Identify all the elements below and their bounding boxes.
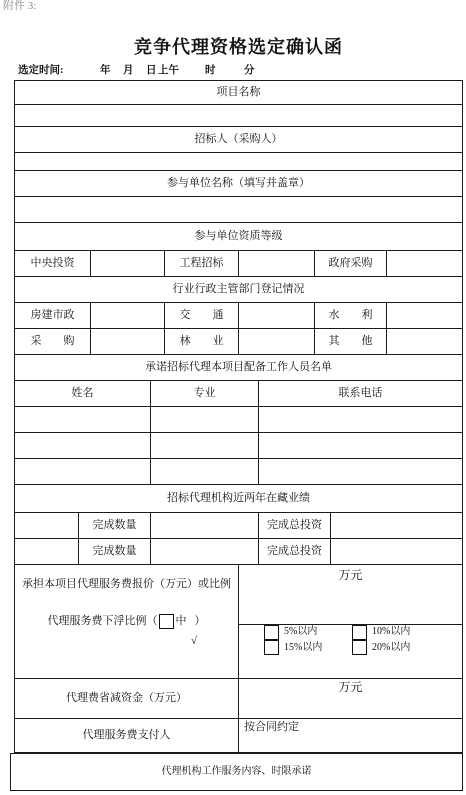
- registration-water-field[interactable]: [386, 302, 463, 329]
- fee-section-labels: [14, 564, 239, 679]
- performance-item-field[interactable]: [14, 512, 79, 539]
- selection-day-unit: 日: [146, 65, 157, 76]
- discount-ratio-label: 代理服务费下浮比例（: [47, 615, 158, 628]
- discount-10-label: 10%以内: [372, 626, 411, 637]
- completed-count-label: 完成数量: [78, 512, 151, 539]
- registration-housing-field[interactable]: [90, 302, 165, 329]
- selection-minute-unit: 分: [244, 65, 255, 76]
- discount-close-paren: ）: [194, 615, 206, 628]
- staff-column-phone: 联系电话: [258, 380, 463, 407]
- discount-20-label: 20%以内: [372, 642, 411, 653]
- participant-name-field[interactable]: [14, 196, 463, 223]
- selection-month-unit: 月: [123, 65, 134, 76]
- completed-investment-field[interactable]: [330, 538, 463, 565]
- staff-column-name: 姓名: [14, 380, 151, 407]
- qualification-engineering-label: 工程招标: [164, 250, 239, 277]
- qualification-central-investment-field[interactable]: [90, 250, 165, 277]
- completed-investment-label: 完成总投资: [258, 512, 331, 539]
- tenderer-field[interactable]: [14, 152, 463, 171]
- registration-forestry-label: 林 业: [164, 328, 239, 355]
- discount-option-checkbox[interactable]: [159, 614, 174, 629]
- qualification-government-procurement-label: 政府采购: [314, 250, 387, 277]
- performance-label: 招标代理机构近两年在藏业绩: [14, 484, 463, 513]
- staff-name-field[interactable]: [14, 406, 151, 433]
- staff-column-major: 专业: [150, 380, 259, 407]
- selection-hour-unit: 时: [205, 65, 216, 76]
- qualification-central-investment-label: 中央投资: [14, 250, 91, 277]
- staff-major-field[interactable]: [150, 458, 259, 485]
- project-name-label: 项目名称: [14, 80, 463, 105]
- participant-name-label: 参与单位名称（填写并盖章）: [14, 170, 463, 197]
- registration-other-label: 其 他: [314, 328, 387, 355]
- staff-phone-field[interactable]: [258, 432, 463, 459]
- staff-major-field[interactable]: [150, 406, 259, 433]
- savings-label: 代理费省减资金（万元）: [14, 678, 239, 719]
- qualification-government-procurement-field[interactable]: [386, 250, 463, 277]
- discount-ratio-row: [15, 614, 238, 629]
- attachment-label: 附件 3:: [3, 0, 37, 12]
- qualification-engineering-field[interactable]: [238, 250, 315, 277]
- registration-procurement-label: 采 购: [14, 328, 91, 355]
- completed-investment-field[interactable]: [330, 512, 463, 539]
- fee-quote-label: 承担本项目代理服务费报价（万元）或比例: [22, 578, 231, 590]
- payer-value: 按合同约定: [244, 721, 299, 733]
- registration-forestry-field[interactable]: [238, 328, 315, 355]
- staff-name-field[interactable]: [14, 432, 151, 459]
- completed-count-field[interactable]: [150, 512, 259, 539]
- registration-other-field[interactable]: [386, 328, 463, 355]
- payer-field[interactable]: [238, 718, 463, 753]
- selection-year-unit: 年: [100, 65, 111, 76]
- payer-label: 代理服务费支付人: [14, 718, 239, 753]
- completed-count-field[interactable]: [150, 538, 259, 565]
- staff-list-label: 承诺招标代理本项目配备工作人员名单: [14, 354, 463, 381]
- discount-15-label: 15%以内: [284, 642, 323, 653]
- staff-phone-field[interactable]: [258, 406, 463, 433]
- registration-housing-label: 房建市政: [14, 302, 91, 329]
- registration-water-label: 水 利: [314, 302, 387, 329]
- performance-item-field[interactable]: [14, 538, 79, 565]
- service-commitment-label: 代理机构工作服务内容、时限承诺: [10, 753, 463, 791]
- fee-quote-field[interactable]: [238, 564, 463, 625]
- savings-unit: 万元: [338, 680, 363, 694]
- fee-quote-unit: 万元: [338, 568, 363, 582]
- discount-option-label: 中: [175, 615, 187, 628]
- discount-5-label: 5%以内: [284, 626, 318, 637]
- discount-check-mark: √: [191, 635, 198, 647]
- registration-procurement-field[interactable]: [90, 328, 165, 355]
- registration-transport-label: 交 通: [164, 302, 239, 329]
- staff-major-field[interactable]: [150, 432, 259, 459]
- discount-5-checkbox[interactable]: [264, 625, 279, 640]
- registration-transport-field[interactable]: [238, 302, 315, 329]
- completed-count-label: 完成数量: [78, 538, 151, 565]
- selection-period: 上午: [158, 65, 179, 76]
- discount-15-checkbox[interactable]: [264, 640, 279, 655]
- discount-20-checkbox[interactable]: [352, 640, 367, 655]
- discount-10-checkbox[interactable]: [352, 625, 367, 640]
- project-name-field[interactable]: [14, 104, 463, 127]
- discount-options-group: [238, 624, 463, 679]
- document-title: 竞争代理资格选定确认函: [134, 37, 343, 57]
- staff-name-field[interactable]: [14, 458, 151, 485]
- completed-investment-label: 完成总投资: [258, 538, 331, 565]
- qualification-grade-label: 参与单位资质等级: [14, 222, 463, 251]
- selection-time-label: 选定时间:: [18, 65, 64, 76]
- registration-label: 行业行政主管部门登记情况: [14, 276, 463, 303]
- tenderer-label: 招标人（采购人）: [14, 126, 463, 153]
- savings-field[interactable]: [238, 678, 463, 719]
- staff-phone-field[interactable]: [258, 458, 463, 485]
